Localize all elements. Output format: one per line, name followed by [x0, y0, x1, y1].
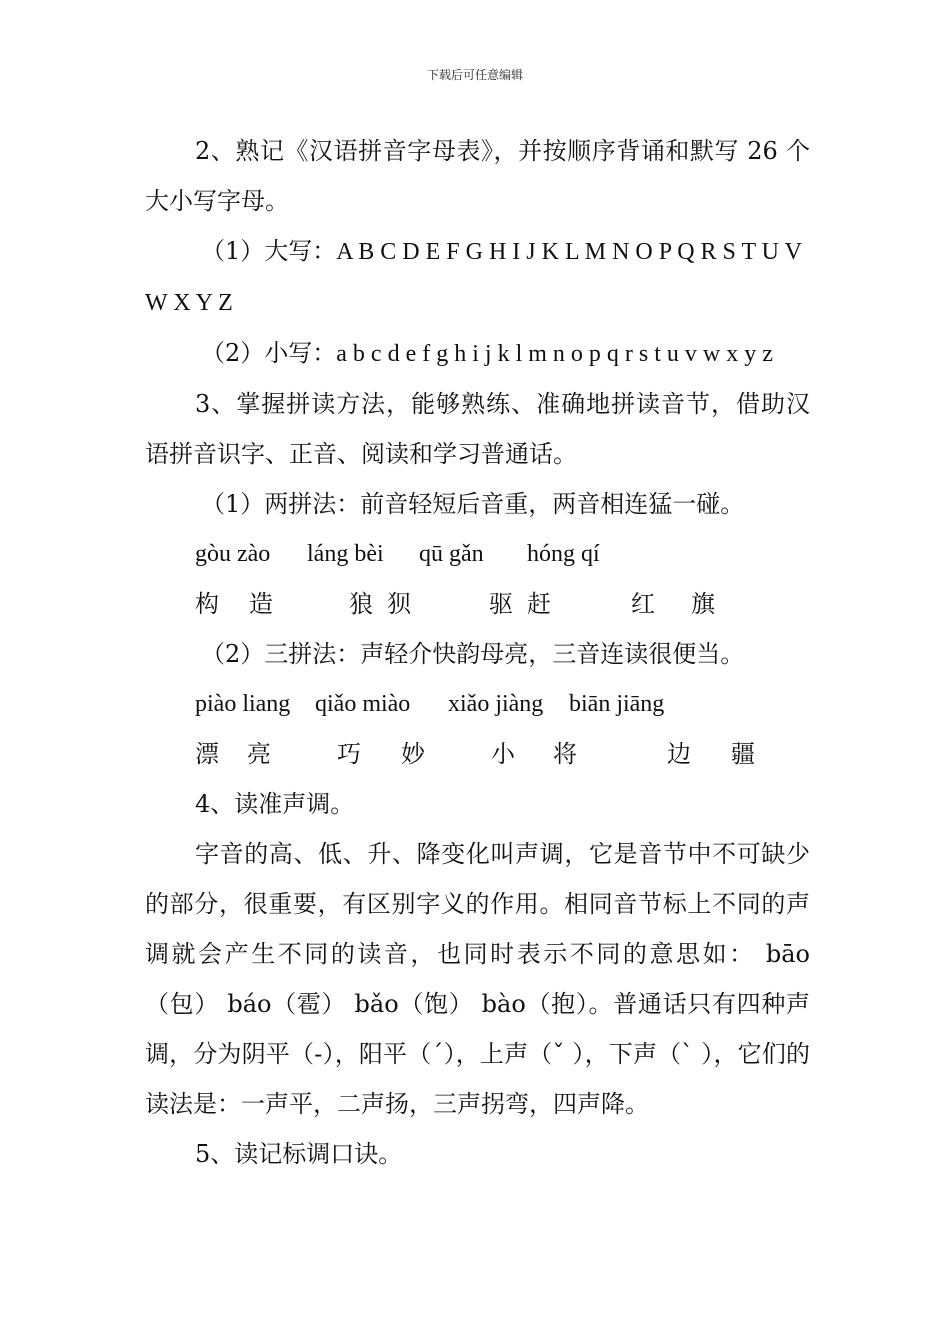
- pinyin-word: biān jiāng: [569, 691, 665, 717]
- hanzi-char: 构: [195, 590, 219, 618]
- hanzi-char: 巧: [337, 740, 361, 768]
- section-3-title: 3、掌握拼读方法，能够熟练、准确地拼读音节，借助汉语拼音识字、正音、阅读和学习普通话。: [145, 390, 810, 468]
- two-spell-rule: （1）两拼法：前音轻短后音重，两音相连猛一碰。: [201, 490, 745, 518]
- lowercase-letters: a b c d e f g h i j k l m n o p q r s t u v w x y z: [336, 341, 773, 367]
- two-spell-pinyin-row: [145, 529, 810, 579]
- section-2-title: 2、熟记《汉语拼音字母表》，并按顺序背诵和默写 26 个大小写字母。: [145, 137, 810, 215]
- pinyin-word: láng bèi: [307, 541, 384, 567]
- lowercase-line: [145, 328, 810, 379]
- pinyin-word: xiǎo jiàng: [448, 691, 544, 717]
- pinyin-word: qū gǎn: [419, 541, 484, 567]
- hanzi-char: 狼: [349, 590, 373, 618]
- uppercase-label: （1）大写：: [201, 237, 337, 265]
- hanzi-char: 驱: [489, 590, 513, 618]
- hanzi-char: 狈: [387, 590, 411, 618]
- hanzi-char: 亮: [247, 740, 271, 768]
- three-spell-rule: （2）三拼法：声轻介快韵母亮，三音连读很便当。: [201, 640, 745, 668]
- uppercase-line: [145, 226, 810, 328]
- hanzi-char: 疆: [731, 740, 755, 768]
- three-spell-pinyin-row: [145, 679, 810, 729]
- hanzi-char: 红: [631, 590, 655, 618]
- hanzi-char: 小: [491, 740, 515, 768]
- page-header: 下载后可任意编辑: [426, 68, 523, 82]
- hanzi-char: 赶: [527, 590, 551, 618]
- pinyin-word: gòu zào: [195, 541, 271, 567]
- pinyin-word: hóng qí: [527, 541, 600, 567]
- pinyin-word: piào liang: [195, 691, 291, 717]
- section-4-title: 4、读准声调。: [195, 790, 355, 818]
- hanzi-char: 造: [249, 590, 273, 618]
- uppercase-letters: A B C D E F G H I J K L M N O P Q R S T U V W X Y Z: [145, 239, 802, 316]
- hanzi-char: 边: [667, 740, 691, 768]
- section-5-title: 5、读记标调口诀。: [195, 1140, 403, 1168]
- hanzi-char: 漂: [195, 740, 219, 768]
- lowercase-label: （2）小写：: [201, 339, 337, 367]
- hanzi-char: 旗: [691, 590, 715, 618]
- pinyin-word: qiǎo miào: [315, 691, 411, 717]
- document-body: [145, 126, 810, 1179]
- section-4-body: 字音的高、低、升、降变化叫声调，它是音节中不可缺少的部分，很重要，有区别字义的作用。相同音节标上不同的声调就会产生不同的读音，也同时表示不同的意思如： bāo（包） báo（雹） bǎo（饱） bào（抱）。普通话只有四种声调，分为阴平（-），阳平（ˊ），上声（ˇ ），下声（ˋ ），它们的读法是：一声平，二声扬，三声拐弯，四声降。: [145, 840, 810, 1118]
- hanzi-char: 妙: [401, 740, 425, 768]
- three-spell-hanzi-row: [145, 729, 810, 779]
- hanzi-char: 将: [553, 740, 577, 768]
- two-spell-hanzi-row: [145, 579, 810, 629]
